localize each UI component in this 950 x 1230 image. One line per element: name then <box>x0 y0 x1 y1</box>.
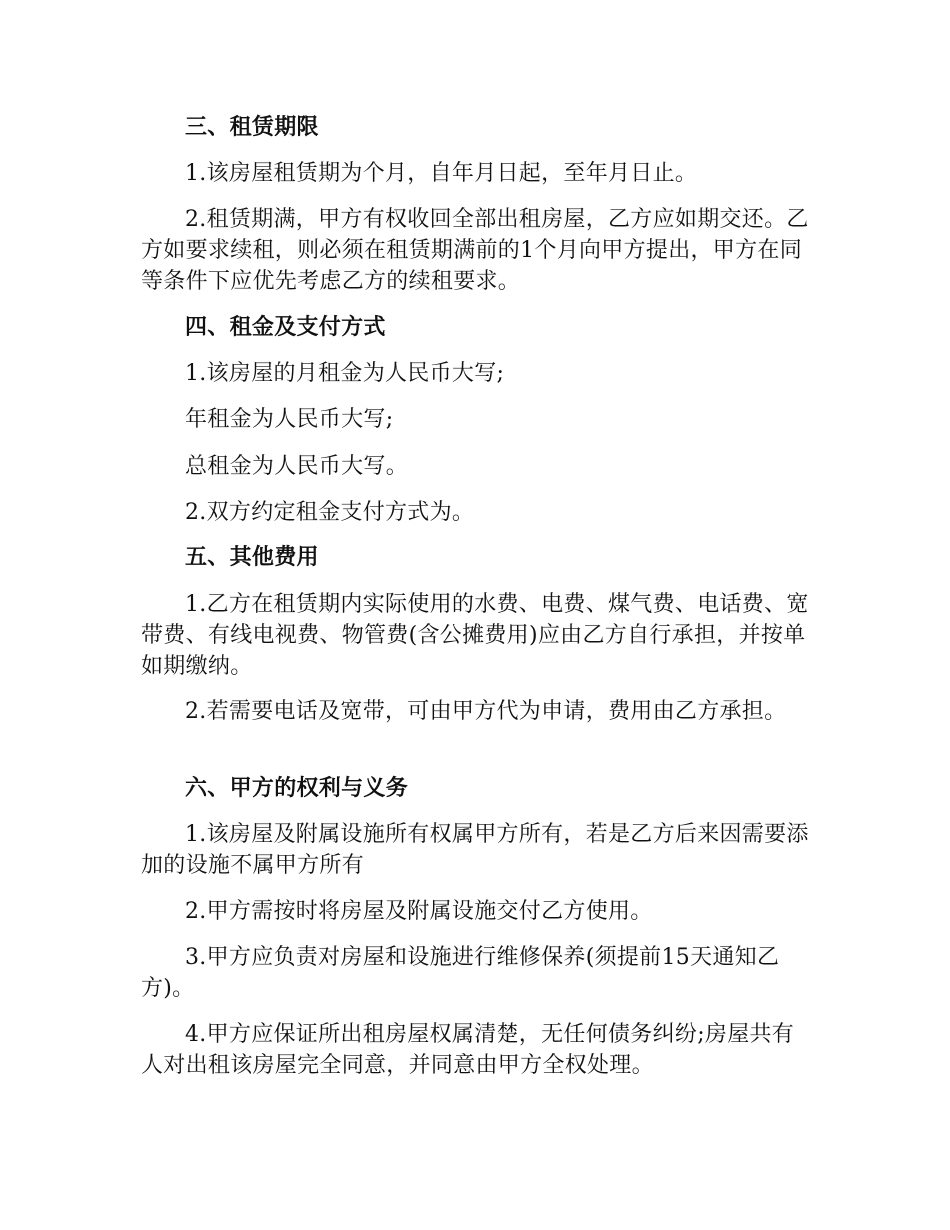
section-heading-rent-payment: 四、租金及支付方式 <box>185 315 386 340</box>
section-heading-lease-term: 三、租赁期限 <box>185 115 319 140</box>
paragraph-lease-term-2: 2.租赁期满，甲方有权收回全部出租房屋，乙方应如期交还。乙方如要求续租，则必须在租赁期满前的1个月向甲方提出，甲方在同等条件下应优先考虑乙方的续租要求。 <box>141 207 809 294</box>
paragraph-landlord-1: 1.该房屋及附属设施所有权属甲方所有，若是乙方后来因需要添加的设施不属甲方所有 <box>141 822 809 878</box>
paragraph-rent-1: 1.该房屋的月租金为人民币大写; <box>185 361 505 386</box>
paragraph-fees-1: 1.乙方在租赁期内实际使用的水费、电费、煤气费、电话费、宽带费、有线电视费、物管费(含公摊费用)应由乙方自行承担，并按单如期缴纳。 <box>141 592 809 679</box>
paragraph-rent-4: 2.双方约定租金支付方式为。 <box>185 500 475 525</box>
paragraph-landlord-3: 3.甲方应负责对房屋和设施进行维修保养(须提前15天通知乙方)。 <box>141 945 780 1001</box>
section-heading-landlord-rights: 六、甲方的权利与义务 <box>185 776 409 801</box>
paragraph-landlord-4: 4.甲方应保证所出租房屋权属清楚，无任何债务纠纷;房屋共有人对出租该房屋完全同意，并同意由甲方全权处理。 <box>141 1022 795 1078</box>
section-heading-other-fees: 五、其他费用 <box>185 545 319 570</box>
paragraph-rent-3: 总租金为人民币大写。 <box>185 454 409 479</box>
paragraph-fees-2: 2.若需要电话及宽带，可由甲方代为申请，费用由乙方承担。 <box>185 699 787 724</box>
paragraph-lease-term-1: 1.该房屋租赁期为个月，自年月日起，至年月日止。 <box>185 161 698 186</box>
paragraph-rent-2: 年租金为人民币大写; <box>185 407 394 432</box>
paragraph-landlord-2: 2.甲方需按时将房屋及附属设施交付乙方使用。 <box>185 899 653 924</box>
